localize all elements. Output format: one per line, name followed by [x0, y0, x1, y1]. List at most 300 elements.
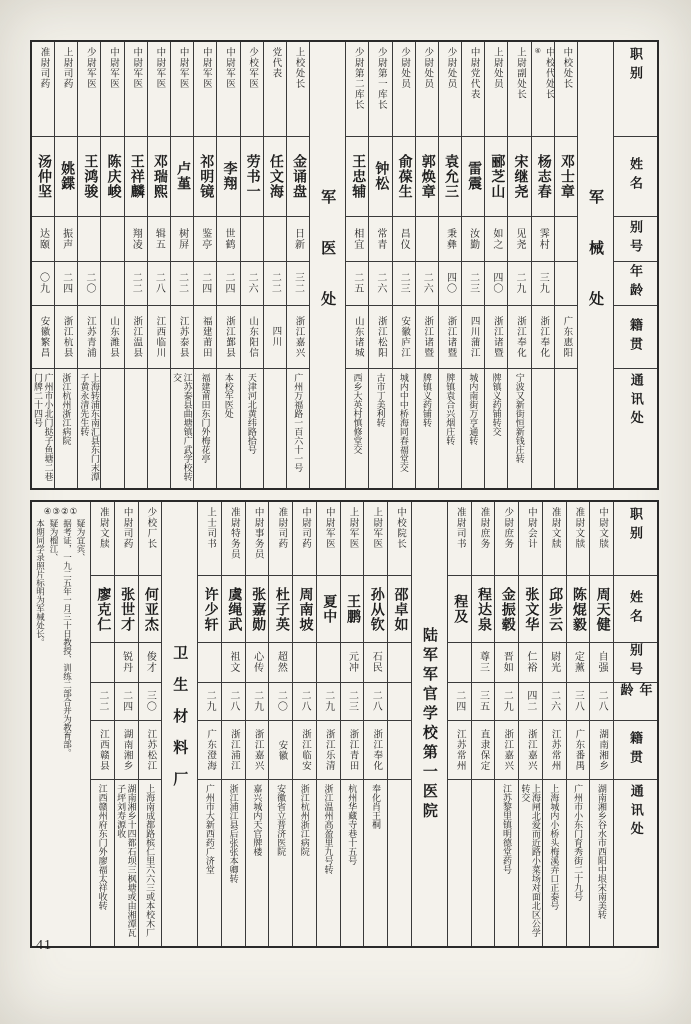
addr-cell [317, 779, 340, 946]
native-text: 浙江嘉兴 [252, 729, 263, 771]
hao-cell [439, 216, 461, 261]
name-cell [364, 575, 387, 642]
native-cell [416, 305, 438, 367]
age-cell [264, 261, 286, 306]
native-cell [217, 305, 239, 367]
native-cell [139, 720, 162, 780]
age-cell [241, 261, 263, 306]
name-text: 劳书一 [244, 153, 260, 199]
hao-text: 辑五 [153, 227, 165, 250]
rank-cell [364, 502, 387, 575]
rank-text: 少尉庶务 [502, 507, 513, 549]
age-text: 二二 [176, 272, 188, 295]
person-column [114, 502, 138, 946]
addr-cell [543, 779, 566, 946]
name-text: 王鸿骏 [82, 153, 98, 199]
person-column [461, 42, 484, 488]
row-label: 别号 [628, 219, 643, 258]
native-cell [388, 720, 411, 780]
native-text: 浙江松阳 [375, 315, 386, 358]
addr-cell [171, 368, 193, 488]
row-label-cell [614, 720, 657, 780]
hao-cell [485, 216, 507, 261]
native-text: 山东阳信 [247, 315, 258, 358]
hao-text: 元冲 [346, 651, 358, 674]
hao-cell [148, 216, 170, 261]
person-column [147, 42, 170, 488]
person-column [392, 42, 415, 488]
addr-text: 嘉兴城内天官牌楼 [252, 784, 263, 857]
age-text: 二四 [120, 690, 132, 713]
row-label: 别号 [628, 643, 643, 682]
addr-cell [222, 779, 245, 946]
person-column [345, 42, 368, 488]
native-cell [246, 720, 269, 780]
hao-cell [139, 642, 162, 682]
addr-cell [194, 368, 216, 488]
age-text: 二八 [370, 690, 382, 713]
person-column [286, 42, 309, 488]
person-column [471, 502, 495, 946]
name-text: 邱步云 [547, 586, 563, 632]
hao-text: 鉴亭 [199, 227, 211, 250]
age-text: 二二 [96, 690, 108, 713]
name-cell [519, 575, 542, 642]
rank-text: 中尉军医 [131, 47, 142, 89]
addr-cell [148, 368, 170, 488]
native-text: 江苏泰县 [177, 315, 188, 358]
name-text: 金诵盘 [291, 153, 307, 199]
row-label-cell [614, 136, 657, 216]
rank-cell [91, 502, 114, 575]
rank-cell [388, 502, 411, 575]
rank-text: 准尉庶务 [478, 507, 489, 549]
native-cell [78, 305, 100, 367]
native-text: 江苏常州 [549, 729, 560, 771]
name-cell [148, 136, 170, 216]
addr-cell [416, 368, 438, 488]
rank-text: 上尉副处长 [515, 47, 526, 100]
person-column [138, 502, 162, 946]
name-text: 祁明镜 [198, 153, 214, 199]
addr-text: 江苏黎里镇明德堂药号 [501, 784, 512, 875]
person-column [554, 42, 577, 488]
age-cell [171, 261, 193, 306]
native-text: 江西临川 [154, 315, 165, 358]
person-column [100, 42, 123, 488]
rank-cell [125, 42, 147, 136]
row-label-cell [614, 575, 657, 642]
addr-cell [346, 368, 368, 488]
age-cell [287, 261, 309, 306]
hao-text: 俊才 [144, 651, 156, 674]
hao-cell [91, 642, 114, 682]
age-cell [567, 682, 590, 720]
age-cell [115, 682, 138, 720]
rank-cell [519, 502, 542, 575]
person-column [340, 502, 364, 946]
age-text: 二九 [514, 272, 526, 295]
person-column [268, 502, 292, 946]
name-text: 金振毂 [499, 586, 515, 632]
hao-text: 日新 [292, 227, 304, 250]
addr-cell [293, 779, 316, 946]
hao-text: 祖文 [227, 651, 239, 674]
name-cell [115, 575, 138, 642]
addr-text: 城内中中桥海同春福堂交 [398, 372, 409, 472]
age-cell [532, 261, 554, 306]
rank-cell [194, 42, 216, 136]
addr-cell [388, 779, 411, 946]
native-text: 安徽庐江 [399, 315, 410, 358]
name-cell [567, 575, 590, 642]
name-cell [217, 136, 239, 216]
row-label: 通讯处 [628, 784, 644, 842]
addr-text: 广州万福路一百六十一号 [293, 372, 304, 472]
native-text: 山东诸城 [352, 315, 363, 358]
row-label: 姓名 [628, 157, 643, 196]
name-text: 李翔 [221, 161, 237, 192]
name-text: 邵卓如 [392, 586, 408, 632]
name-text: 孙从钦 [368, 586, 384, 632]
rank-text: 中尉会计 [525, 507, 536, 549]
name-text: 许少轩 [202, 586, 218, 632]
note-item: 疑为榴江、 [49, 519, 60, 562]
native-cell [555, 305, 577, 367]
native-cell [543, 720, 566, 780]
age-text: 二八 [596, 690, 608, 713]
person-column [484, 42, 507, 488]
hao-text: 心传 [251, 651, 263, 674]
name-cell [101, 136, 123, 216]
native-text: 安徽 [276, 739, 287, 761]
addr-text: 广州市大新西药广济堂 [204, 784, 215, 875]
native-cell [369, 305, 391, 367]
rank-text: 准尉特务员 [228, 507, 239, 560]
age-text: 二六 [374, 272, 386, 295]
addr-cell [519, 779, 542, 946]
hao-cell [508, 216, 530, 261]
person-column [221, 502, 245, 946]
rank-cell [448, 502, 471, 575]
native-cell [55, 305, 77, 367]
native-cell [115, 720, 138, 780]
name-text: 任文海 [267, 153, 283, 199]
person-column [507, 42, 530, 488]
addr-text: 浙江杭州浙江病院 [61, 372, 72, 445]
notes-body [32, 502, 90, 946]
person-column [32, 42, 54, 488]
age-text: 三二 [292, 272, 304, 295]
age-cell [416, 261, 438, 306]
age-text: 二二 [130, 272, 142, 295]
name-cell [472, 575, 495, 642]
addr-text: 宁波又新街恒新钱庄转 [514, 372, 525, 463]
name-cell [78, 136, 100, 216]
native-text: 浙江嘉兴 [293, 315, 304, 358]
person-column [566, 502, 590, 946]
name-text: 邓瑞熙 [151, 153, 167, 199]
age-text: 二三 [398, 272, 410, 295]
section-label: 军医处 [319, 188, 336, 342]
hao-cell [55, 216, 77, 261]
addr-text: 西乡大英村慎修堂交 [352, 372, 363, 454]
addr-cell [269, 779, 292, 946]
row-label-cell [614, 779, 657, 946]
rank-text: 党代表 [270, 47, 281, 79]
rank-cell [171, 42, 193, 136]
rank-cell [508, 42, 530, 136]
hao-text: 振声 [60, 227, 72, 250]
row-label-cell [614, 502, 657, 575]
rank-cell [101, 42, 123, 136]
addr-text: 奉化肖王桐 [371, 784, 381, 830]
rank-text: 上校处长 [293, 47, 304, 89]
rank-cell [317, 502, 340, 575]
row-label-cell [614, 216, 657, 261]
row-label: 职别 [628, 507, 643, 545]
hao-cell [32, 216, 54, 261]
age-cell [341, 682, 364, 720]
person-column [531, 42, 554, 488]
age-cell [439, 261, 461, 306]
hao-cell [317, 642, 340, 682]
addr-text: 江苏泰县曲塘镇广武学校转交 [172, 372, 193, 481]
row-label-column [613, 502, 657, 946]
addr-cell [341, 779, 364, 946]
name-text: 郦芝山 [489, 153, 505, 199]
age-cell [462, 261, 484, 306]
age-cell [91, 682, 114, 720]
hao-cell [264, 216, 286, 261]
name-cell [91, 575, 114, 642]
person-column [438, 42, 461, 488]
native-cell [495, 720, 518, 780]
name-cell [346, 136, 368, 216]
age-text: 四二 [524, 690, 536, 713]
hao-cell [293, 642, 316, 682]
person-column [170, 42, 193, 488]
native-cell [241, 305, 263, 367]
native-text: 浙江嘉兴 [502, 729, 513, 771]
rank-cell [341, 502, 364, 575]
section-column [577, 42, 613, 488]
rank-cell [532, 42, 554, 136]
age-cell [519, 682, 542, 720]
rank-text: 中尉司药 [300, 507, 311, 549]
name-text: 陈庆峻 [105, 153, 121, 199]
native-cell [101, 305, 123, 367]
hao-text: 如之 [490, 227, 502, 250]
name-text: 宋继尧 [512, 153, 528, 199]
rank-text: 准尉文牍 [549, 507, 560, 549]
native-text: 安徽繁昌 [38, 315, 49, 358]
hao-cell [555, 216, 577, 261]
rank-cell [115, 502, 138, 575]
native-cell [448, 720, 471, 780]
addr-text: 福建莆田东门外梅花亭 [200, 372, 211, 463]
name-cell [171, 136, 193, 216]
hao-cell [448, 642, 471, 682]
age-text: 二八 [227, 690, 239, 713]
addr-cell [462, 368, 484, 488]
hao-cell [364, 642, 387, 682]
rank-text: 少尉第一库长 [375, 47, 386, 110]
native-text: 山东潍县 [108, 315, 119, 358]
age-cell [364, 682, 387, 720]
hao-cell [590, 642, 613, 682]
name-cell [198, 575, 221, 642]
age-cell [485, 261, 507, 306]
addr-cell [590, 779, 613, 946]
rank-text: 上士司书 [205, 507, 216, 549]
native-cell [125, 305, 147, 367]
addr-cell [198, 779, 221, 946]
name-cell [508, 136, 530, 216]
name-text: 王祥麟 [128, 153, 144, 199]
rank-cell [246, 502, 269, 575]
addr-text: 古市丁美利转 [375, 372, 386, 427]
rank-text: 少尉处员 [422, 47, 433, 89]
name-text: 何亚杰 [142, 586, 158, 632]
name-text: 袁允三 [442, 153, 458, 199]
age-text: 二九 [251, 690, 263, 713]
native-text: 浙江诸暨 [422, 315, 433, 358]
age-cell [369, 261, 391, 306]
person-column [240, 42, 263, 488]
addr-cell [264, 368, 286, 488]
rank-text: 中尉军医 [108, 47, 119, 89]
hao-text: 晋如 [501, 651, 513, 674]
person-column [415, 42, 438, 488]
name-cell [241, 136, 263, 216]
hao-cell [341, 642, 364, 682]
age-cell [101, 261, 123, 306]
rank-text: 上尉处员 [491, 47, 502, 89]
native-text: 湖南湘乡 [121, 729, 132, 771]
age-text: 二三 [467, 272, 479, 295]
name-cell [125, 136, 147, 216]
rank-cell [346, 42, 368, 136]
age-cell [590, 682, 613, 720]
person-column [90, 502, 114, 946]
rank-text: 上尉军医 [347, 507, 358, 549]
rank-cell [269, 502, 292, 575]
name-text: 张世才 [119, 586, 135, 632]
age-cell [55, 261, 77, 306]
native-cell [198, 720, 221, 780]
age-text: 二六 [421, 272, 433, 295]
name-cell [139, 575, 162, 642]
name-text: 卢堇 [175, 161, 191, 192]
name-text: 程及 [452, 594, 468, 625]
hao-cell [217, 216, 239, 261]
note-item: 据考证，一九二五年一月三十日教授、训练二部合并为教育部。 [62, 519, 73, 757]
native-cell [472, 720, 495, 780]
native-cell [317, 720, 340, 780]
row-label-cell [614, 682, 657, 720]
age-text: 二二 [269, 272, 281, 295]
addr-text: 牌镇义药铺转 [422, 372, 433, 427]
addr-text: 浙江浦江县后张张本卿转 [228, 784, 239, 884]
hao-cell [222, 642, 245, 682]
age-cell [125, 261, 147, 306]
age-text: 二九 [501, 690, 513, 713]
hao-cell [346, 216, 368, 261]
name-text: 张嘉勋 [250, 586, 266, 632]
hao-cell [246, 642, 269, 682]
person-column [447, 502, 471, 946]
row-label-cell [614, 368, 657, 488]
age-cell [543, 682, 566, 720]
name-text: 王忠辅 [350, 153, 366, 199]
person-column [363, 502, 387, 946]
name-cell [369, 136, 391, 216]
person-column [54, 42, 77, 488]
native-cell [91, 720, 114, 780]
rank-cell [264, 42, 286, 136]
hao-text: 树屏 [176, 227, 188, 250]
addr-cell [241, 368, 263, 488]
rank-cell [462, 42, 484, 136]
note-item: 疑为宜宾、 [76, 519, 87, 562]
row-label-cell [614, 642, 657, 682]
hao-cell [115, 642, 138, 682]
name-cell [32, 136, 54, 216]
hao-text: 达颐 [37, 227, 49, 250]
hao-cell [388, 642, 411, 682]
native-cell [346, 305, 368, 367]
rank-text: 准尉司药 [276, 507, 287, 549]
addr-text: 江西赣州府东门外廖福太祥收转 [97, 784, 108, 911]
name-cell [439, 136, 461, 216]
person-column [292, 502, 316, 946]
name-cell [194, 136, 216, 216]
rank-text: 中尉文牍 [597, 507, 608, 549]
row-label-cell [614, 42, 657, 136]
age-text: 三五 [477, 690, 489, 713]
hao-cell [198, 642, 221, 682]
hao-text: 尉光 [548, 651, 560, 674]
age-text: 二八 [299, 690, 311, 713]
addr-text: 浙江杭州浙江病院 [299, 784, 310, 857]
rank-cell [369, 42, 391, 136]
native-text: 浙江诸暨 [491, 315, 502, 358]
age-text: 二五 [351, 272, 363, 295]
row-label: 职别 [628, 47, 643, 85]
native-cell [341, 720, 364, 780]
native-cell [287, 305, 309, 367]
addr-cell [32, 368, 54, 488]
native-text: 浙江临安 [300, 729, 311, 771]
person-column [197, 502, 221, 946]
age-cell [555, 261, 577, 306]
age-cell [148, 261, 170, 306]
age-cell [393, 261, 415, 306]
addr-cell [139, 779, 162, 946]
person-column [263, 42, 286, 488]
age-cell [139, 682, 162, 720]
native-text: 广东惠阳 [561, 315, 572, 358]
rank-text: 少尉处员 [445, 47, 456, 89]
hao-text: 霁村 [537, 227, 549, 250]
addr-cell [364, 779, 387, 946]
rank-note-marker: ④ [533, 47, 542, 55]
age-cell [317, 682, 340, 720]
rank-cell [567, 502, 590, 575]
addr-text: 上海城内小桥头梅溪弄口正泰号 [549, 784, 560, 911]
native-text: 江苏青浦 [84, 315, 95, 358]
